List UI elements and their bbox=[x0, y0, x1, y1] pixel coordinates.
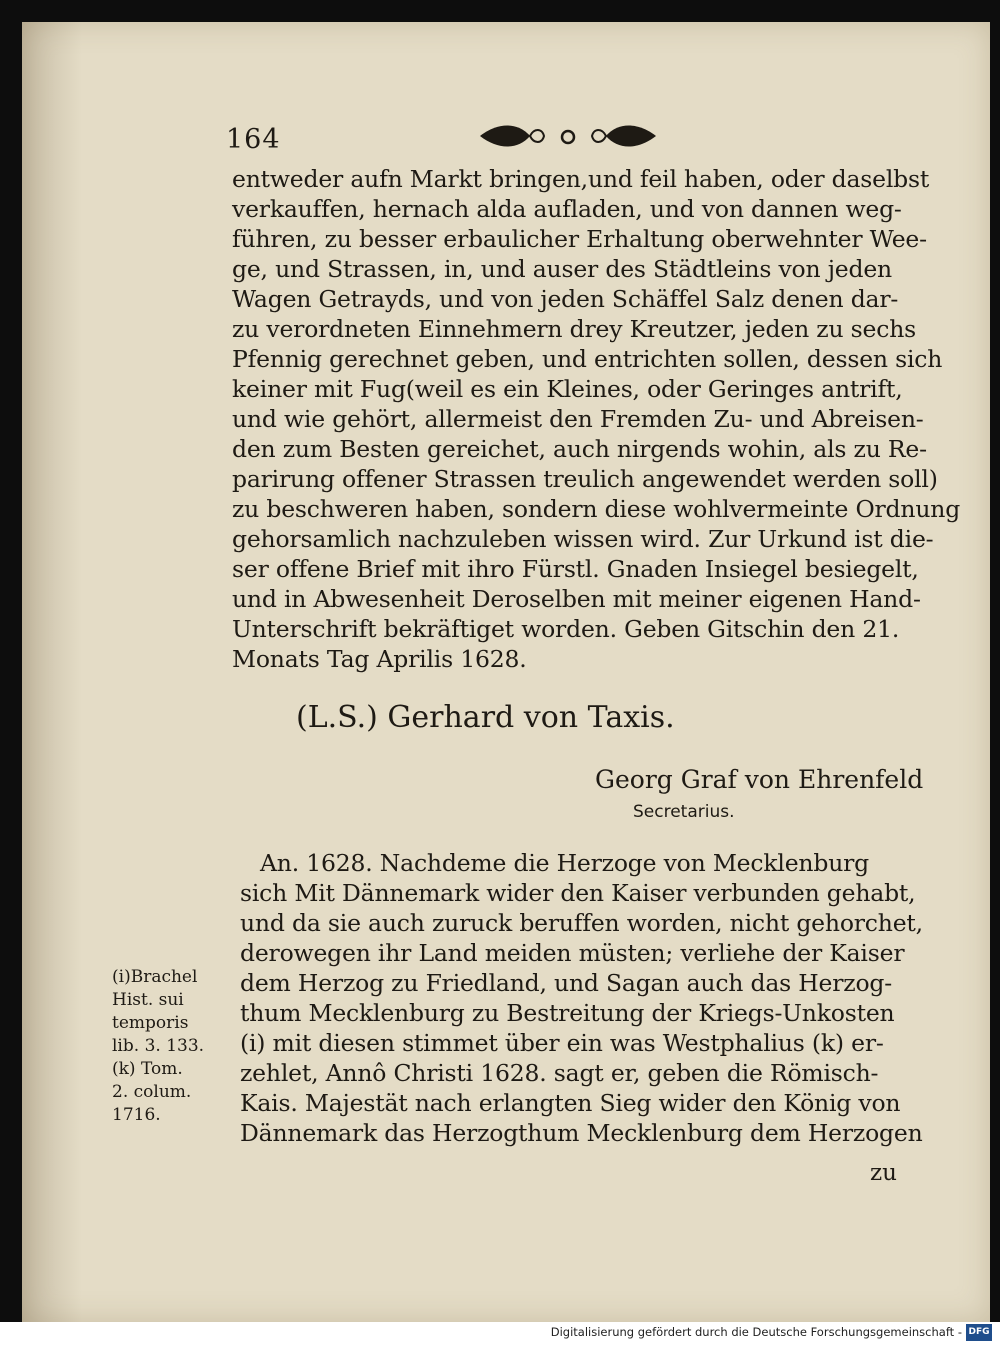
text-line: parirung offener Strassen treulich angewendet werden soll) bbox=[232, 465, 938, 493]
text-line: Dännemark das Herzogthum Mecklenburg dem Herzogen bbox=[240, 1119, 923, 1147]
page-gutter-shadow bbox=[22, 22, 82, 1322]
text-line: entweder aufn Markt bringen,und feil haben, oder daselbst bbox=[232, 165, 930, 193]
text-line: Pfennig gerechnet geben, und entrichten sollen, dessen sich bbox=[232, 345, 943, 373]
text-line: dem Herzog zu Friedland, und Sagan auch das Herzog- bbox=[240, 969, 893, 997]
text-line: verkauffen, hernach alda aufladen, und von dannen weg- bbox=[232, 195, 902, 223]
text-line: und wie gehört, allermeist den Fremden Zu- und Abreisen- bbox=[232, 405, 924, 433]
text-line: gehorsamlich nachzuleben wissen wird. Zur Urkund ist die- bbox=[232, 525, 934, 553]
margin-note-line: (k) Tom. bbox=[112, 1059, 183, 1079]
text-line: Wagen Getrayds, und von jeden Schäffel Salz denen dar- bbox=[232, 285, 899, 313]
text-line: keiner mit Fug(weil es ein Kleines, oder Geringes antrift, bbox=[232, 375, 903, 403]
margin-note-line: lib. 3. 133. bbox=[112, 1036, 205, 1056]
margin-note-line: 1716. bbox=[112, 1105, 161, 1125]
margin-note-line: 2. colum. bbox=[112, 1082, 192, 1102]
catchword: zu bbox=[870, 1160, 897, 1186]
margin-note-line: Hist. sui bbox=[112, 990, 184, 1010]
footer-credit: Digitalisierung gefördert durch die Deutsche Forschungsgemeinschaft - bbox=[550, 1325, 962, 1339]
header-ornament-icon bbox=[478, 122, 658, 150]
text-line: derowegen ihr Land meiden müsten; verliehe der Kaiser bbox=[240, 939, 905, 967]
dfg-logo-icon[interactable]: DFG bbox=[966, 1324, 992, 1341]
text-line: zu beschweren haben, sondern diese wohlvermeinte Ordnung bbox=[232, 495, 961, 523]
text-line: und da sie auch zuruck beruffen worden, nicht gehorchet, bbox=[240, 909, 923, 937]
text-line: und in Abwesenheit Deroselben mit meiner eigenen Hand- bbox=[232, 585, 921, 613]
signer-role: Secretarius. bbox=[633, 802, 735, 822]
text-line: ser offene Brief mit ihro Fürstl. Gnaden Insiegel besiegelt, bbox=[232, 555, 919, 583]
main-text-block bbox=[232, 164, 961, 674]
second-text-block bbox=[240, 848, 930, 1148]
text-line: führen, zu besser erbaulicher Erhaltung oberwehnter Wee- bbox=[232, 225, 927, 253]
seal-signature-line: (L.S.) Gerhard von Taxis. bbox=[296, 700, 675, 735]
margin-notes bbox=[112, 966, 242, 1127]
text-line: thum Mecklenburg zu Bestreitung der Kriegs-Unkosten bbox=[240, 999, 895, 1027]
text-line: ge, und Strassen, in, und auser des Städtleins von jeden bbox=[232, 255, 892, 283]
margin-note-line: temporis bbox=[112, 1013, 189, 1033]
text-line: zu verordneten Einnehmern drey Kreutzer, jeden zu sechs bbox=[232, 315, 916, 343]
text-line: (i) mit diesen stimmet über ein was Westphalius (k) er- bbox=[240, 1029, 884, 1057]
text-line: Unterschrift bekräftiget worden. Geben Gitschin den 21. bbox=[232, 615, 900, 643]
text-line: Kais. Majestät nach erlangten Sieg wider den König von bbox=[240, 1089, 901, 1117]
text-line: Monats Tag Aprilis 1628. bbox=[232, 645, 527, 673]
signer-name: Georg Graf von Ehrenfeld bbox=[595, 765, 924, 794]
page-number: 164 bbox=[226, 124, 281, 155]
text-line: An. 1628. Nachdeme die Herzoge von Mecklenburg bbox=[260, 849, 870, 877]
footer-bar bbox=[0, 1322, 1000, 1345]
margin-note-line: (i)Brachel bbox=[112, 967, 198, 987]
text-line: zehlet, Annô Christi 1628. sagt er, geben die Römisch- bbox=[240, 1059, 879, 1087]
text-line: sich Mit Dännemark wider den Kaiser verbunden gehabt, bbox=[240, 879, 916, 907]
text-line: den zum Besten gereichet, auch nirgends wohin, als zu Re- bbox=[232, 435, 927, 463]
